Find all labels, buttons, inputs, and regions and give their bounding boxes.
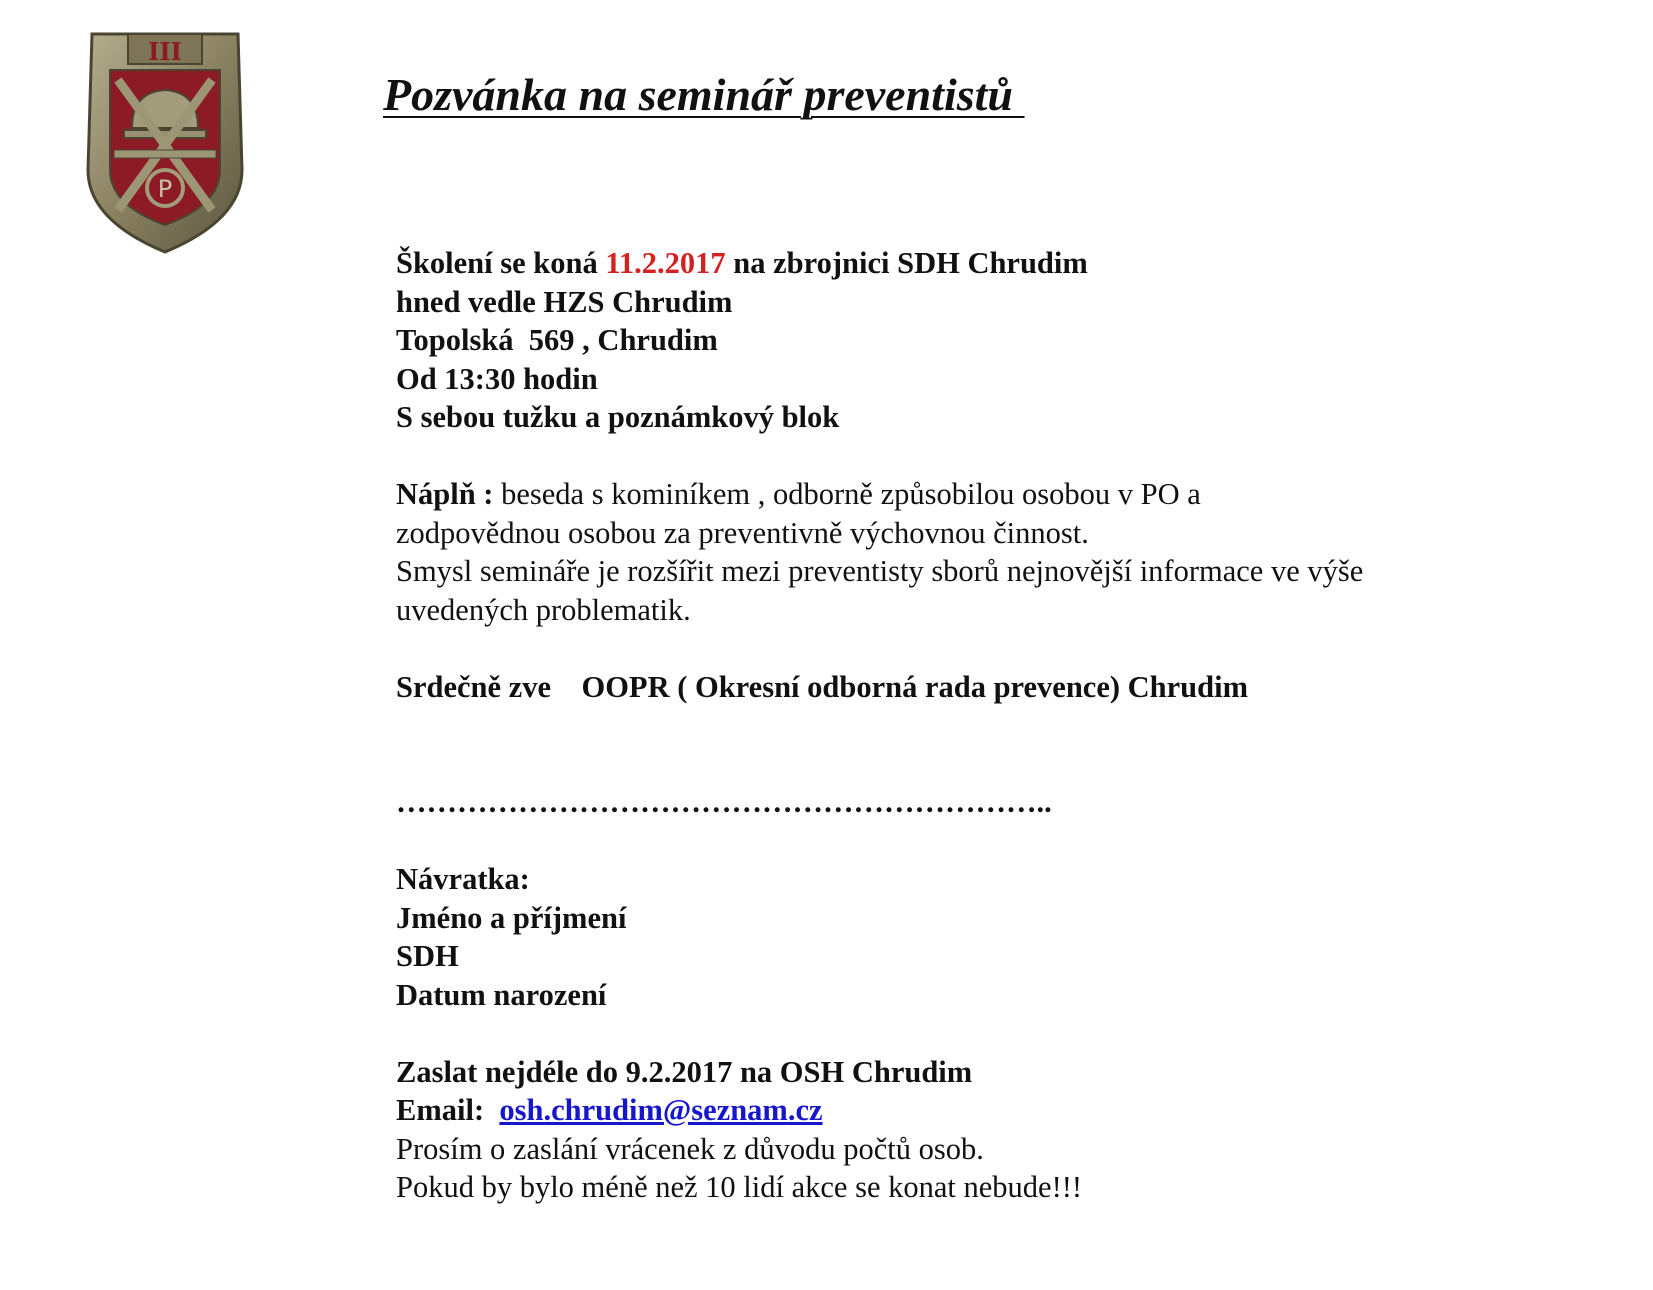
page-title: Pozvánka na seminář preventistů xyxy=(383,69,1025,120)
content-line-1 xyxy=(396,475,1576,514)
form-field-name: Jméno a příjmení xyxy=(396,900,627,935)
event-venue: na zbrojnici SDH Chrudim xyxy=(725,246,1088,280)
spacer xyxy=(396,706,1576,783)
event-date: 11.2.2017 xyxy=(605,246,726,280)
invitation-body xyxy=(396,244,1576,1207)
return-form-heading: Návratka: xyxy=(396,862,530,896)
content-text-1: beseda s kominíkem , odborně způsobilou osobou v PO a xyxy=(493,477,1201,511)
email-label: Email: xyxy=(396,1093,500,1127)
note-line-1: Prosím o zaslání vrácenek z důvodu počtů osob. xyxy=(396,1131,984,1166)
form-field-sdh: SDH xyxy=(396,939,459,973)
note-line-2: Pokud by bylo méně než 10 lidí akce se konat nebude!!! xyxy=(396,1170,1083,1204)
badge-icon xyxy=(70,20,260,260)
content-line-3: Smysl semináře je rozšířit mezi preventisty sborů nejnovější informace ve výše xyxy=(396,554,1364,588)
spacer xyxy=(396,437,1576,476)
badge-letter: P xyxy=(157,175,173,203)
event-location-note: hned vedle HZS Chrudim xyxy=(396,284,733,319)
content-line-2: zodpovědnou osobou za preventivně výchovnou činnost. xyxy=(396,515,1089,550)
form-field-birthdate: Datum narození xyxy=(396,977,607,1012)
event-date-line xyxy=(396,244,1576,283)
event-address: Topolská 569 , Chrudim xyxy=(396,323,718,357)
event-bring-items: S sebou tužku a poznámkový blok xyxy=(396,400,840,434)
spacer xyxy=(396,629,1576,668)
spacer xyxy=(396,1014,1576,1053)
badge-numeral: III xyxy=(148,37,182,66)
email-link[interactable]: osh.chrudim@seznam.cz xyxy=(499,1093,823,1127)
content-line-4: uvedených problematik. xyxy=(396,592,691,627)
deadline-line: Zaslat nejdéle do 9.2.2017 na OSH Chrudim xyxy=(396,1054,973,1089)
content-label: Náplň : xyxy=(396,477,494,511)
fire-brigade-badge-logo xyxy=(70,20,260,260)
event-time: Od 13:30 hodin xyxy=(396,361,598,396)
dotted-separator: ……………………………………………………….. xyxy=(396,785,1052,819)
event-date-prefix: Školení se koná xyxy=(396,246,606,280)
email-line xyxy=(396,1091,1576,1130)
spacer xyxy=(396,822,1576,861)
invite-line: Srdečně zve OOPR ( Okresní odborná rada prevence) Chrudim xyxy=(396,669,1248,704)
